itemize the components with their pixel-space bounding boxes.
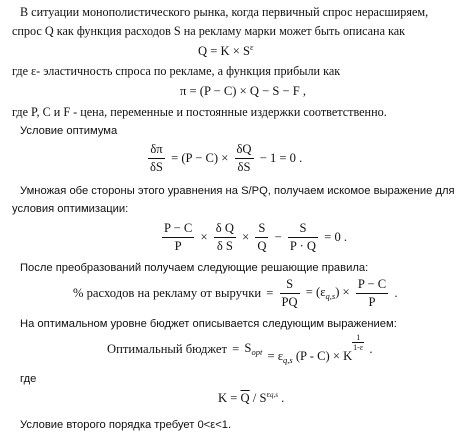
equation-elasticity-term xyxy=(305,285,351,299)
fraction-numerator: S xyxy=(255,222,268,238)
equation-label: Оптимальный бюджет xyxy=(107,341,227,356)
paragraph-multiply-line-2: условия оптимизации: xyxy=(12,203,129,215)
equation-operator: = xyxy=(266,285,274,300)
exponent-subscript: q,s xyxy=(270,391,279,399)
fraction-s-q xyxy=(255,222,268,252)
equation-operator: = xyxy=(232,341,240,356)
term-rest: (P - C) × K xyxy=(295,349,353,363)
equation-operator: − xyxy=(274,229,282,244)
exponent-fraction xyxy=(352,334,364,352)
equation-tail: . xyxy=(369,341,373,356)
fraction-denominator: Q xyxy=(257,238,267,253)
term-open: = (ε xyxy=(305,284,326,299)
term-s-denominator: / S xyxy=(252,391,267,405)
paragraph-where: где xyxy=(20,373,37,385)
fraction-numerator: S xyxy=(288,222,318,238)
term-subscript: q,s xyxy=(283,355,293,365)
term-s: S xyxy=(244,341,252,355)
equation-operator: = (P − C) × xyxy=(171,150,229,165)
equation-tail: . xyxy=(281,391,285,405)
fraction-numerator: 1 xyxy=(352,334,364,343)
equation-s-opt xyxy=(243,341,263,355)
paragraph-optimum-heading: Условие оптимума xyxy=(20,125,118,137)
equation-tail: . xyxy=(394,285,398,300)
paragraph-intro-line-1: В ситуации монополистического рынка, когда первичный спрос нерасширяем, xyxy=(20,5,429,19)
paragraph-optimal-level: На оптимальном уровне бюджет описывается следующим выражением: xyxy=(20,318,397,330)
equation-demand-exponent: ε xyxy=(250,42,254,52)
fraction-dq-ds xyxy=(235,143,254,173)
equation-label: % расходов на рекламу от выручки xyxy=(73,285,262,300)
fraction-margin xyxy=(162,222,194,252)
fraction-s-pq xyxy=(288,222,318,252)
fraction-numerator: δ Q xyxy=(214,222,236,238)
equation-tail: = 0 . xyxy=(324,229,348,244)
fraction-numerator: δQ xyxy=(235,143,254,159)
term-exponent xyxy=(266,389,278,399)
fraction-denominator: P xyxy=(174,238,182,253)
fraction-dpi-ds xyxy=(148,143,165,173)
fraction-denominator: PQ xyxy=(281,294,298,309)
fraction-denominator: P · Q xyxy=(289,238,317,253)
term-q-bar: $\overline{Q}$ xyxy=(240,391,250,405)
term-subscript: opt xyxy=(251,347,263,357)
fraction-margin-2 xyxy=(356,278,388,308)
fraction-denominator: δS xyxy=(237,159,251,174)
fraction-numerator: δπ xyxy=(148,143,165,159)
equation-operator: = xyxy=(230,391,238,405)
equation-optimum xyxy=(146,143,303,173)
equation-ad-share xyxy=(72,278,398,308)
fraction-numerator: S xyxy=(280,278,300,294)
term-subscript: q,s xyxy=(325,290,336,301)
paragraph-multiply-line-1: Умножая обе стороны этого уравнения на S/PQ, получаем искомое выражение для xyxy=(20,185,455,197)
equation-tail: − 1 = 0 . xyxy=(259,150,303,165)
paragraph-elasticity: где ε- эластичность спроса по рекламе, а функция прибыли как xyxy=(12,64,341,78)
fraction-denominator: P xyxy=(368,294,376,309)
equation-demand-body: Q = K × S xyxy=(198,44,250,58)
equation-optimal-budget xyxy=(106,334,374,365)
fraction-denominator: δ S xyxy=(216,238,233,253)
exponent-epsilon: ε xyxy=(266,389,271,399)
paragraph-second-order: Условие второго порядка требует 0<ε<1. xyxy=(20,419,232,431)
fraction-denominator: 1-ε xyxy=(353,343,364,352)
fraction-dq-ds-2 xyxy=(214,222,236,252)
paragraph-price-costs: где P, C и F - цена, переменные и постоянные издержки соответственно. xyxy=(12,105,387,119)
paragraph-intro-line-2: спрос Q как функция расходов S на рекламу марки может быть описана как xyxy=(12,24,406,38)
equation-profit: π = (P − C) × Q − S − F , xyxy=(180,84,307,98)
fraction-numerator: P − C xyxy=(356,278,388,294)
equation-k xyxy=(218,390,284,405)
equation-optimization xyxy=(160,222,348,252)
fraction-denominator: δS xyxy=(150,159,163,174)
term-close: ) × xyxy=(335,284,350,299)
equation-operator: × xyxy=(242,229,250,244)
fraction-s-pq-2 xyxy=(280,278,300,308)
fraction-numerator: P − C xyxy=(162,222,194,238)
paragraph-decision-rules: После преобразований получаем следующие решающие правила: xyxy=(20,262,369,274)
equation-operator: × xyxy=(200,229,208,244)
equation-demand xyxy=(198,43,254,58)
term-k: K xyxy=(218,391,228,405)
term-open: = ε xyxy=(267,349,284,363)
